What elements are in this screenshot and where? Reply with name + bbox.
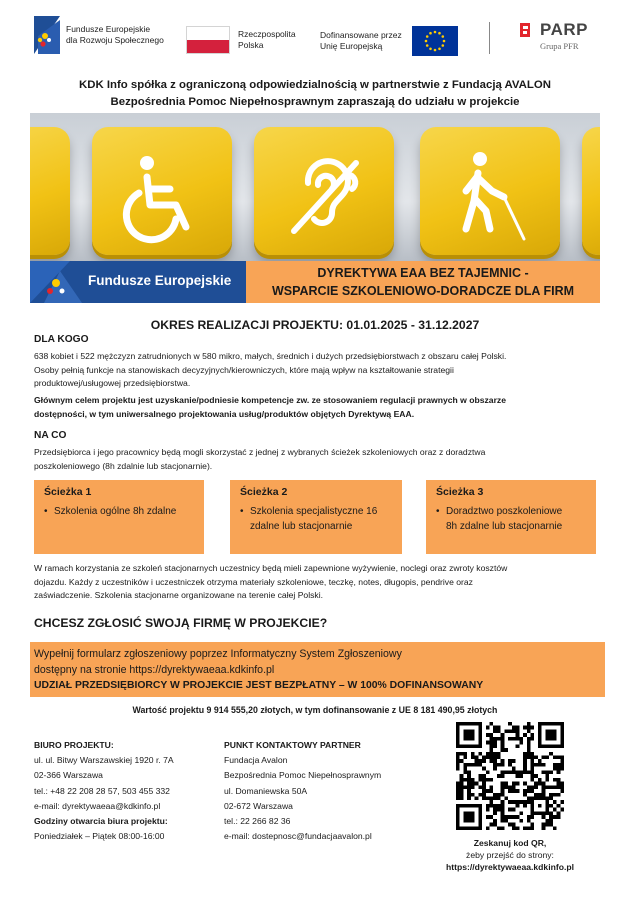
title-banner <box>30 261 600 303</box>
logos-bar <box>0 0 630 70</box>
dla-kogo-heading: DLA KOGO <box>34 334 89 345</box>
bullet-icon: • <box>240 506 244 517</box>
eu-logo-line2: Unię Europejską <box>320 41 383 51</box>
stationary-line: W ramach korzystania ze szkoleń stacjonarnych uczestnicy będą mieli zapewnione wyżywienie, noclegi oraz zwroty kosztów <box>34 563 508 573</box>
fe-logo-text <box>66 24 164 46</box>
path-title: Ścieżka 1 <box>44 486 92 498</box>
path-item <box>240 504 402 534</box>
project-goal-line: Głównym celem projektu jest uzyskanie/podniesie kompetencje zw. ze stosowaniem regulacji prawnych w obszarze <box>34 395 507 405</box>
partner-name: Bezpośrednia Pomoc Niepełnosprawnym <box>224 770 382 781</box>
cta-line: Wypełnij formularz zgłoszeniowy poprzez Informatyczny System Zgłoszeniowy <box>34 648 402 660</box>
fe-star-icon <box>34 16 60 54</box>
qr-url[interactable]: https://dyrektywaeaa.kdkinfo.pl <box>446 862 574 872</box>
office-hours-heading: Godziny otwarcia biura projektu: <box>34 816 168 827</box>
keyboard-key <box>254 127 394 255</box>
rp-logo-line2: Polska <box>238 40 264 50</box>
na-co-heading: NA CO <box>34 430 67 441</box>
stationary-line: dojazdu. Każdy z uczestników i uczestniczek otrzyma materiały szkoleniowe, teczkę, notes, długopis, pendrive oraz <box>34 576 473 587</box>
project-period: OKRES REALIZACJI PROJEKTU: 01.01.2025 - 31.12.2027 <box>150 318 480 332</box>
path-title: Ścieżka 2 <box>240 486 288 498</box>
path-title: Ścieżka 3 <box>436 486 484 498</box>
parp-subtitle: Grupa PFR <box>540 41 579 51</box>
wheelchair-icon <box>92 127 232 255</box>
stationary-line: zaświadczenie. Szkolenia stacjonarne organizowane na terenie całej Polski. <box>34 590 324 601</box>
project-title-line1: DYREKTYWA EAA BEZ TAJEMNIC - <box>317 266 529 280</box>
path-item-text: Doradztwo poszkoleniowe <box>446 506 563 517</box>
path-item <box>44 504 204 519</box>
office-hours: Poniedziałek – Piątek 08:00-16:00 <box>34 831 165 842</box>
qr-code-icon[interactable] <box>456 722 564 830</box>
partner-name: Fundacja Avalon <box>224 755 288 766</box>
office-heading: BIURO PROJEKTU: <box>34 740 114 750</box>
qr-caption <box>420 837 600 873</box>
partner-contact <box>224 738 434 844</box>
path-card-3 <box>426 480 596 554</box>
dla-kogo-line: 638 kobiet i 522 mężczyzn zatrudnionych w 580 mikro, małych, średnich i dużych przedsiębiorstwach z obszaru całej Polski. <box>34 351 507 361</box>
qr-caption-line1: Zeskanuj kod QR, <box>473 838 547 848</box>
office-email[interactable]: e-mail: dyrektywaeaa@kdkinfo.pl <box>34 800 161 811</box>
dla-kogo-line: Osoby pełnią funkcje na stanowiskach decyzyjnych/kierowniczych, które mają wpływ na kształtowanie strategii <box>34 364 454 375</box>
keyboard-key <box>30 127 70 255</box>
free-participation-note: UDZIAŁ PRZEDSIĘBIORCY W PROJEKCIE JEST BEZPŁATNY – W 100% DOFINANSOWANY <box>34 680 484 691</box>
eu-logo-text <box>320 30 402 52</box>
parp-logo <box>518 20 588 51</box>
path-item <box>436 504 596 534</box>
path-card-1 <box>34 480 204 554</box>
parp-name: PARP <box>540 20 588 39</box>
keyboard-key <box>582 127 600 255</box>
hearing-impaired-icon <box>254 127 394 255</box>
keyboard-key <box>92 127 232 255</box>
intro <box>40 77 590 111</box>
cta-link-line[interactable]: dostępny na stronie https://dyrektywaeaa.kdkinfo.pl <box>34 664 275 676</box>
path-item-text: Szkolenia ogólne 8h zdalne <box>54 506 177 517</box>
office-address: ul. ul. Bitwy Warszawskiej 1920 r. 7A <box>34 755 174 766</box>
office-city: 02-366 Warszawa <box>34 770 103 781</box>
na-co-line: poszkoleniowego (8h zdalnie lub stacjonarnie). <box>34 460 213 471</box>
cta-box <box>30 642 605 697</box>
na-co-text <box>34 446 596 473</box>
dla-kogo-line: produktowej/usługowej przedsiębiorstwa. <box>34 378 191 389</box>
qr-caption-line2: żeby przejść do strony: <box>466 850 554 860</box>
blind-person-cane-icon <box>420 127 560 255</box>
polish-flag-icon <box>186 26 230 54</box>
intro-line1: KDK Info spółka z ograniczoną odpowiedzialnością w partnerstwie z Fundacją AVALON <box>79 79 551 91</box>
logo-divider <box>489 22 490 54</box>
fe-logo-line2: dla Rozwoju Społecznego <box>66 35 164 45</box>
bullet-icon: • <box>44 506 48 517</box>
parp-mark-icon <box>518 21 536 39</box>
project-goal <box>34 394 596 421</box>
eu-logo-line1: Dofinansowane przez <box>320 30 402 40</box>
partner-email[interactable]: e-mail: dostepnosc@fundacjaavalon.pl <box>224 831 372 842</box>
banner-fe-label: Fundusze Europejskie <box>88 273 232 288</box>
eu-logo <box>320 26 458 56</box>
na-co-line: Przedsiębiorca i jego pracownicy będą mogli skorzystać z jednej z wybranych ścieżek szkoleniowych oraz z doradztwa <box>34 447 486 457</box>
path-item-text: 8h zdalne lub stacjonarnie <box>446 521 563 532</box>
cta-heading: CHCESZ ZGŁOSIĆ SWOJĄ FIRMĘ W PROJEKCIE? <box>34 616 328 630</box>
project-goal-line: dostępności, w tym uniwersalnego projektowania usług/produktów objętych Dyrektywą EAA. <box>34 408 415 419</box>
partner-address: ul. Domaniewska 50A <box>224 785 308 796</box>
rp-logo-line1: Rzeczpospolita <box>238 29 296 39</box>
fe-logo <box>34 16 164 54</box>
office-phone: tel.: +48 22 208 28 57, 503 455 332 <box>34 785 170 796</box>
path-item-text: zdalne lub stacjonarnie <box>250 521 353 532</box>
project-title <box>246 261 600 303</box>
project-office <box>34 738 224 844</box>
intro-line2: Bezpośrednia Pomoc Niepełnosprawnym zapraszają do udziału w projekcie <box>110 96 520 108</box>
hero-image <box>30 113 600 261</box>
eu-flag-icon <box>412 26 458 56</box>
project-value: Wartość projektu 9 914 555,20 złotych, w tym dofinansowanie z UE 8 181 490,95 złotych <box>132 705 498 715</box>
rp-logo <box>186 26 296 54</box>
partner-heading: PUNKT KONTAKTOWY PARTNER <box>224 740 361 750</box>
rp-logo-text <box>238 29 296 51</box>
fe-logo-line1: Fundusze Europejskie <box>66 24 151 34</box>
dla-kogo-text <box>34 350 596 391</box>
partner-phone: tel.: 22 266 82 36 <box>224 816 291 827</box>
fe-star-icon <box>30 261 92 303</box>
training-paths <box>34 480 600 554</box>
keyboard-key <box>420 127 560 255</box>
path-item-text: Szkolenia specjalistyczne 16 <box>250 506 378 517</box>
bullet-icon: • <box>436 506 440 517</box>
banner-fe-logo <box>30 261 246 303</box>
path-card-2 <box>230 480 402 554</box>
project-title-line2: WSPARCIE SZKOLENIOWO-DORADCZE DLA FIRM <box>271 284 575 298</box>
stationary-info <box>34 562 596 603</box>
partner-city: 02-672 Warszawa <box>224 800 293 811</box>
